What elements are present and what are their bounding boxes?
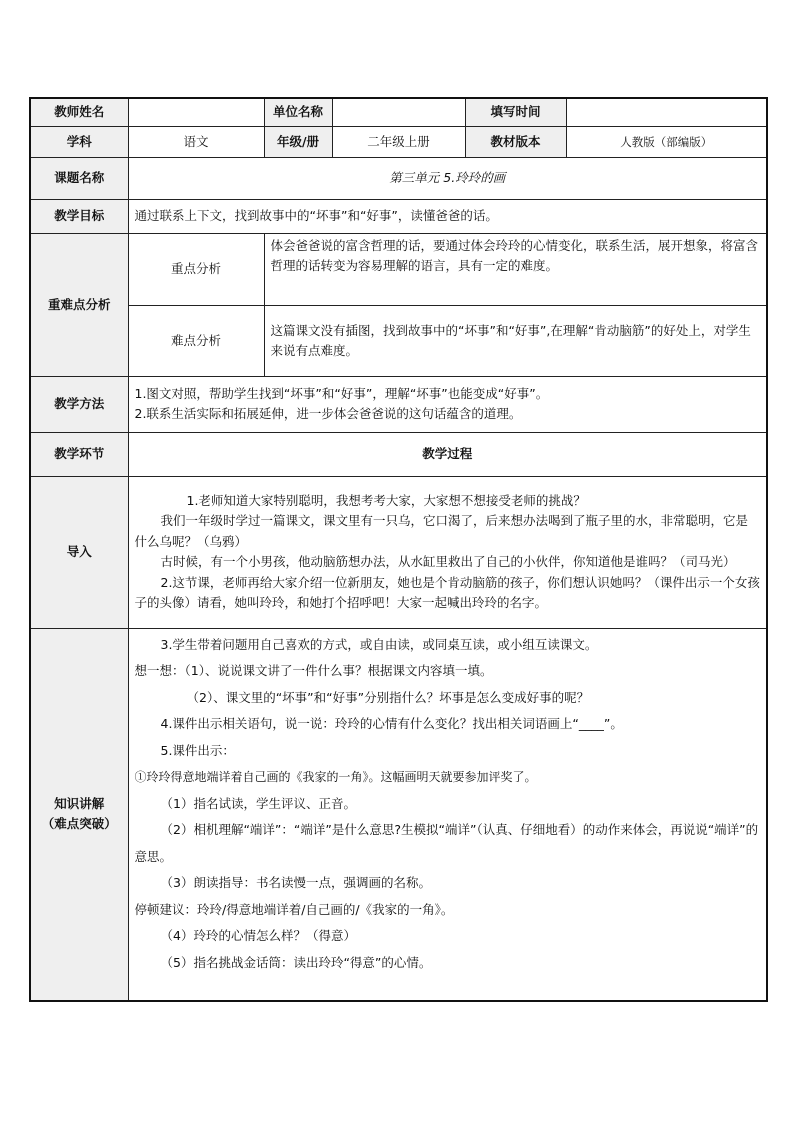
row-hard-point	[30, 305, 767, 376]
knowledge-label-sub: （难点突破）	[41, 816, 117, 832]
difficulty-label: 重难点分析	[30, 233, 128, 376]
key-point-text: 体会爸爸说的富含哲理的话，要通过体会玲玲的心情变化，联系生活，展开想象，将富含哲理的话转变为容易理解的语言，具有一定的难度。	[264, 233, 767, 305]
row-knowledge	[30, 628, 767, 1001]
edition-value: 人教版（部编版）	[566, 126, 767, 157]
unit-label: 单位名称	[264, 98, 332, 126]
knowledge-step-5: （5）指名挑战金话筒：读出玲玲“得意”的心情。	[160, 954, 432, 970]
teacher-value	[128, 98, 264, 126]
lesson-plan-table	[29, 97, 768, 1002]
lesson-title-label: 课题名称	[30, 157, 128, 199]
knowledge-label-main: 知识讲解	[54, 796, 105, 812]
intro-label: 导入	[30, 476, 128, 628]
row-lesson-title	[30, 157, 767, 199]
hard-point-text: 这篇课文没有插图，找到故事中的“坏事”和“好事”,在理解“肯动脑筋”的好处上，对学生来说有点难度。	[264, 305, 767, 376]
lesson-plan-page	[29, 97, 766, 1002]
knowledge-line-think: 想一想：（1）、说说课文讲了一件什么事？根据课文内容填一填。	[134, 663, 493, 678]
lesson-title-value: 第三单元 5.玲玲的画	[128, 157, 767, 199]
subject-value: 语文	[128, 126, 264, 157]
knowledge-step-4: （4）玲玲的心情怎么样？（得意）	[160, 928, 356, 943]
knowledge-step-3: （3）朗读指导：书名读慢一点，强调画的名称。	[160, 875, 431, 890]
goal-label: 教学目标	[30, 199, 128, 233]
date-label: 填写时间	[465, 98, 566, 126]
grade-label: 年级/册	[264, 126, 332, 157]
date-value	[566, 98, 767, 126]
row-goal	[30, 199, 767, 233]
row-intro	[30, 476, 767, 628]
knowledge-step-1: （1）指名试读，学生评议、正音。	[160, 795, 356, 811]
knowledge-text	[128, 628, 767, 1001]
teacher-label: 教师姓名	[30, 98, 128, 126]
method-text	[128, 376, 767, 432]
method-line-2: 2.联系生活实际和拓展延伸，进一步体会爸爸说的这句话蕴含的道理。	[134, 406, 522, 421]
knowledge-pause-hint: 停顿建议：玲玲/得意地端详着/自己画的/《我家的一角》。	[134, 901, 454, 917]
subject-label: 学科	[30, 126, 128, 157]
intro-line-4: 2.这节课，老师再给大家介绍一位新朋友，她也是个肯动脑筋的孩子，你们想认识她吗？（课件出示一个女孩子的头像）请看，她叫玲玲，和她打个招呼吧！大家一起喊出玲玲的名字。	[134, 574, 760, 610]
knowledge-line-5: 5.课件出示：	[160, 742, 235, 758]
knowledge-step-2: （2）相机理解“端详”：“端详”是什么意思?生模拟“端详”（认真、仔细地看）的动作来体会，再说说“端详”的意思。	[134, 822, 759, 864]
row-subject	[30, 126, 767, 157]
intro-line-2: 我们一年级时学过一篇课文，课文里有一只乌，它口渴了，后来想办法喝到了瓶子里的水，非常聪明，它是什么乌呢？（乌鸦）	[134, 513, 749, 549]
row-teacher	[30, 98, 767, 126]
unit-value	[332, 98, 465, 126]
grade-value: 二年级上册	[332, 126, 465, 157]
row-process-header	[30, 432, 767, 476]
process-label: 教学过程	[128, 432, 767, 476]
knowledge-line-think-2: （2）、课文里的“坏事”和“好事”分别指什么？坏事是怎么变成好事的呢？	[186, 689, 590, 705]
method-label: 教学方法	[30, 376, 128, 432]
intro-text	[128, 476, 767, 628]
knowledge-label	[30, 628, 128, 1001]
intro-line-1: 1.老师知道大家特别聪明，我想考考大家，大家想不想接受老师的挑战？	[186, 492, 586, 508]
edition-label: 教材版本	[465, 126, 566, 157]
knowledge-quote: ①玲玲得意地端详着自己画的《我家的一角》。这幅画明天就要参加评奖了。	[134, 770, 537, 784]
row-method	[30, 376, 767, 432]
goal-text: 通过联系上下文，找到故事中的“坏事”和“好事”，读懂爸爸的话。	[128, 199, 767, 233]
hard-point-label: 难点分析	[128, 305, 264, 376]
knowledge-line-4: 4.课件出示相关语句，说一说：玲玲的心情有什么变化？找出相关词语画上“____”。	[160, 716, 623, 731]
row-key-point	[30, 233, 767, 305]
intro-line-3: 古时候，有一个小男孩，他动脑筋想办法，从水缸里救出了自己的小伙伴，你知道他是谁吗？（司马光）	[160, 554, 736, 569]
key-point-label: 重点分析	[128, 233, 264, 305]
knowledge-line-3: 3.学生带着问题用自己喜欢的方式，或自由读，或同桌互读，或小组互读课文。	[160, 636, 598, 652]
method-line-1: 1.图文对照，帮助学生找到“坏事”和“好事”，理解“坏事”也能变成“好事”。	[134, 386, 549, 401]
stage-label: 教学环节	[30, 432, 128, 476]
